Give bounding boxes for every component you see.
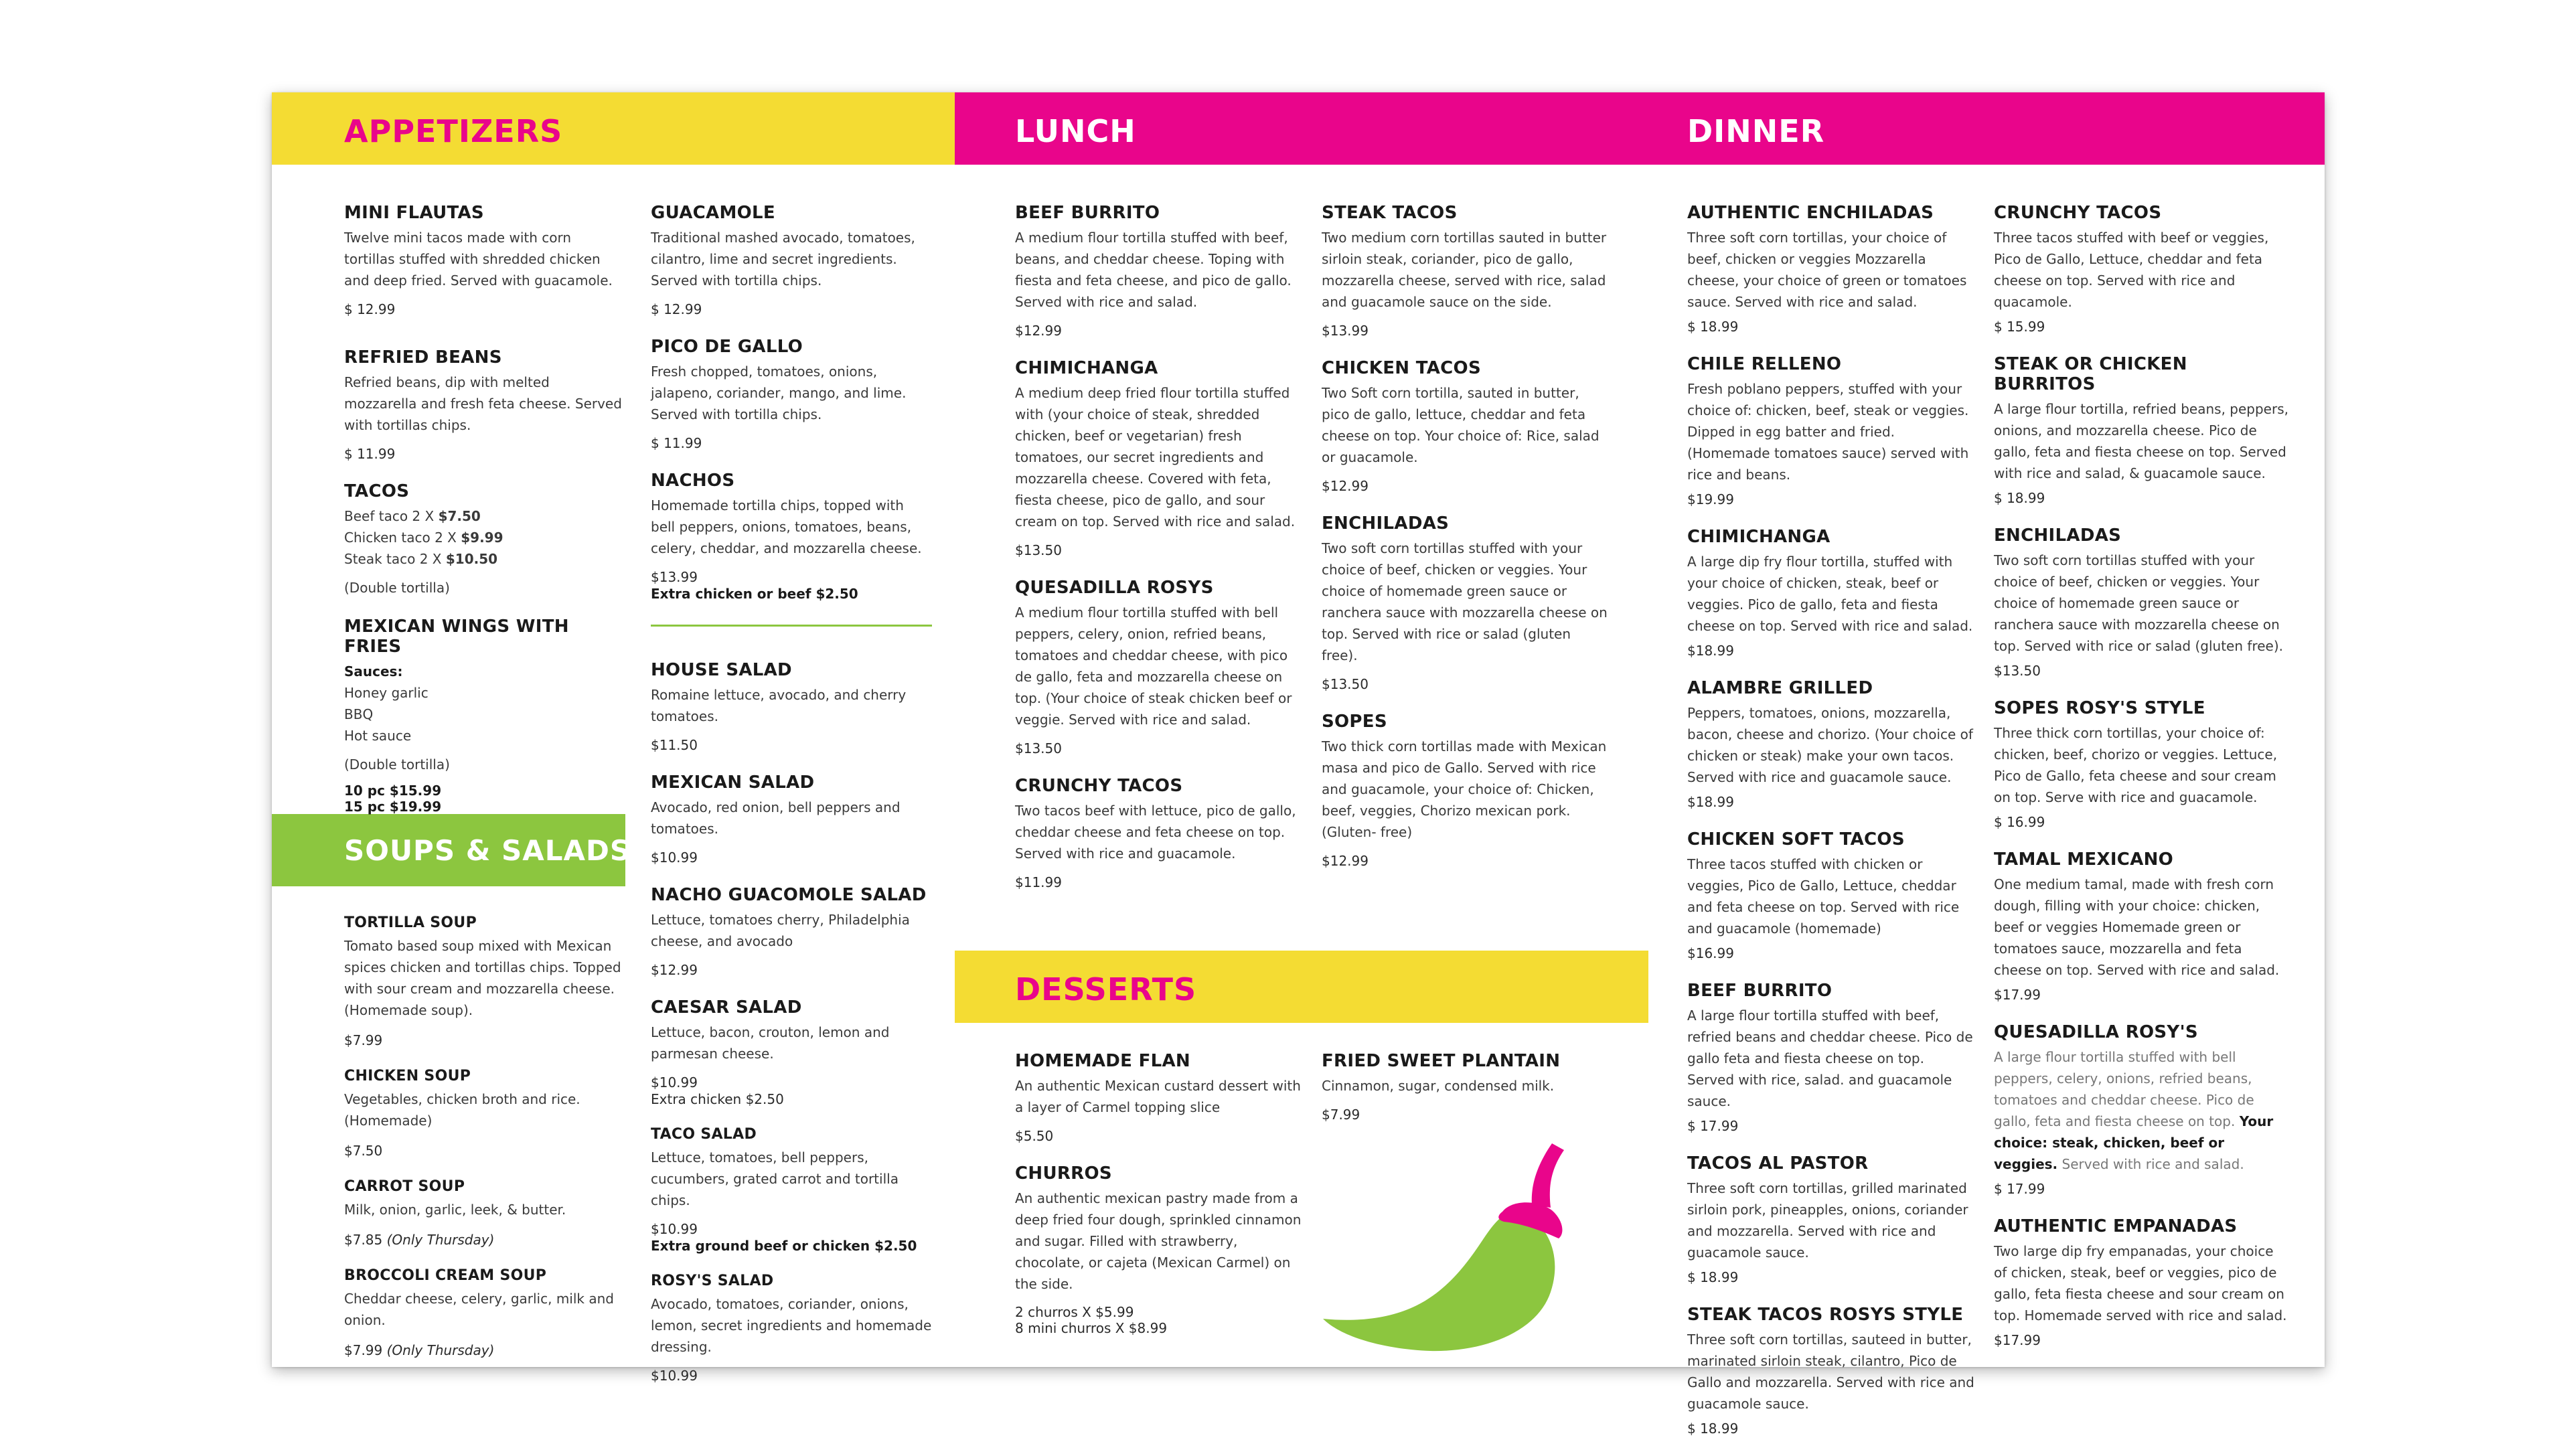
item-price: $12.99 <box>1322 478 1369 494</box>
line-label: Beef taco 2 X <box>344 508 439 524</box>
item-price: $13.99 <box>651 569 698 585</box>
item-extra: Extra ground beef or chicken $2.50 <box>651 1238 917 1254</box>
item-desc: Two soft corn tortillas stuffed with your choice of beef, chicken or veggies. Your choice of homemade green sauce or ranchera sauce with mozzarella cheese on top. Served with rice or salad (gluten free). <box>1322 540 1608 663</box>
item-desc: A large flour tortilla stuffed with beef, refried beans and cheddar cheese. Pico de gallo feta and fiesta cheese on top. Served with rice, salad. and guacamole sauce. <box>1687 1007 1973 1109</box>
line-price: $9.99 <box>461 530 503 546</box>
item-name: STEAK TACOS ROSYS STYLE <box>1687 1305 1964 1325</box>
menu-item <box>344 1267 639 1359</box>
item-desc: A medium flour tortilla stuffed with bell peppers, celery, onion, refried beans, tomatoes and cheddar cheese, with pico de gallo, feta and mozzarella cheese on top. (Your choice of steak chicken beef or veggie. Served with rice and salad. <box>1015 604 1292 728</box>
item-line: Sauces: <box>344 663 403 679</box>
item-desc: Two medium corn tortillas sauted in butter sirloin steak, coriander, pico de gallo, mozzarella cheese, served with rice, salad and guacamole sauce on the side. <box>1322 230 1607 310</box>
item-line: BBQ <box>344 706 374 722</box>
menu-item <box>651 660 932 754</box>
item-price: $7.99 <box>344 1032 383 1048</box>
item-desc: Two Soft corn tortilla, sauted in butter, pico de gallo, lettuce, cheddar and feta cheese on top. Your choice of: Rice, salad or guacamole. <box>1322 385 1600 465</box>
item-name: TAMAL MEXICANO <box>1994 850 2174 870</box>
menu-item <box>1015 203 1303 339</box>
menu-item <box>651 337 932 452</box>
appetizers-col-1 <box>344 203 625 833</box>
item-price: $12.99 <box>1015 323 1062 339</box>
item-desc: An authentic Mexican custard dessert with a layer of Carmel topping slice <box>1015 1078 1301 1115</box>
lunch-col-2 <box>1322 203 1610 888</box>
item-desc: Avocado, tomatoes, coriander, onions, lemon, secret ingredients and homemade dressing. <box>651 1296 932 1355</box>
item-price: $11.50 <box>651 737 698 753</box>
menu-item <box>344 481 625 598</box>
menu-item <box>651 203 932 318</box>
item-price: $7.99 <box>1322 1107 1360 1123</box>
item-desc: Milk, onion, garlic, leek, & butter. <box>344 1202 566 1218</box>
salads-col <box>651 660 932 1403</box>
item-line <box>344 505 625 527</box>
desc-choice: Your choice: steak, chicken, beef or veggies. <box>1994 1113 2274 1172</box>
item-desc: Cheddar cheese, celery, garlic, milk and onion. <box>344 1291 614 1328</box>
menu-item <box>1994 354 2288 507</box>
item-desc: Two tacos beef with lettuce, pico de gallo, cheddar cheese and feta cheese on top. Served with rice and guacamole. <box>1015 803 1296 862</box>
item-price: $5.50 <box>1015 1128 1054 1144</box>
item-desc: Two soft corn tortillas stuffed with your choice of beef, chicken or veggies. Your choice of homemade green sauce or ranchera sauce with mozzarella cheese on top. Served with rice or salad (gluten free). <box>1994 552 2283 654</box>
item-name: TACO SALAD <box>651 1126 757 1143</box>
price-note: (Only Thursday) <box>386 1342 495 1358</box>
line-price: $10.50 <box>445 551 498 567</box>
salad-divider <box>651 625 932 627</box>
item-price: $13.50 <box>1015 542 1062 558</box>
item-name: SOPES ROSY'S STYLE <box>1994 698 2205 718</box>
item-price: $ 18.99 <box>1994 490 2045 506</box>
menu-item <box>651 1273 932 1384</box>
chili-body <box>1323 1212 1555 1351</box>
item-name: TACOS AL PASTOR <box>1687 1153 1869 1174</box>
item-price: $12.99 <box>1322 853 1369 869</box>
item-desc: Twelve mini tacos made with corn tortillas stuffed with shredded chicken and deep fried. Served with guacamole. <box>344 230 613 289</box>
item-name: CHILE RELLENO <box>1687 354 1842 374</box>
item-desc: Three thick corn tortillas, your choice of: chicken, beef, chorizo or veggies. Lettuce, Pico de Gallo, feta cheese and sour cream on top. Serve with rice and guacamole. <box>1994 725 2278 805</box>
dinner-col-1 <box>1687 203 1975 1456</box>
item-desc: Three tacos stuffed with beef or veggies, Pico de Gallo, Lettuce, cheddar and feta cheese on top. Served with rice and quacamole. <box>1994 230 2269 310</box>
item-name: CHURROS <box>1015 1163 1112 1184</box>
line-label: Steak taco 2 X <box>344 551 446 567</box>
item-price: $17.99 <box>1994 987 2041 1003</box>
item-name: ENCHILADAS <box>1994 525 2122 546</box>
item-name: TACOS <box>344 481 410 501</box>
lunch-dinner-band <box>955 92 2325 165</box>
item-price: 8 mini churros X $8.99 <box>1015 1320 1168 1336</box>
menu-item <box>1994 1216 2288 1349</box>
item-price: $13.50 <box>1994 663 2041 679</box>
menu-item <box>1015 1051 1303 1145</box>
item-name: STEAK TACOS <box>1322 203 1458 223</box>
item-price: $ 15.99 <box>1994 319 2045 335</box>
item-price <box>344 1342 639 1359</box>
menu-item <box>1322 1051 1610 1123</box>
item-desc: Lettuce, tomatoes cherry, Philadelphia cheese, and avocado <box>651 912 910 949</box>
chili-pepper-icon <box>1316 1138 1598 1366</box>
item-price: $12.99 <box>651 962 698 978</box>
menu-item <box>1994 850 2288 1003</box>
menu-item <box>1322 358 1610 495</box>
item-price: 15 pc $19.99 <box>344 799 442 815</box>
item-price: 2 churros X $5.99 <box>1015 1304 1134 1320</box>
menu-item <box>344 617 625 815</box>
item-name: ALAMBRE GRILLED <box>1687 678 1873 698</box>
menu-sheet <box>272 92 2325 1437</box>
item-desc: Refried beans, dip with melted mozzarella and fresh feta cheese. Served with tortillas chips. <box>344 374 622 433</box>
item-price: 10 pc $15.99 <box>344 783 442 799</box>
item-desc: A medium deep fried flour tortilla stuffed with (your choice of steak, shredded chicken, beef or vegetarian) fresh tomatoes, our secret ingredients and mozzarella cheese. Covered with feta, fiesta cheese, pico de gallo, and sour cream on top. Served with rice and salad. <box>1015 385 1296 530</box>
item-desc: Vegetables, chicken broth and rice. (Homemade) <box>344 1091 580 1129</box>
item-name: HOUSE SALAD <box>651 660 792 680</box>
menu-item <box>1687 981 1975 1135</box>
dinner-title: DINNER <box>1687 113 1825 149</box>
item-name: QUESADILLA ROSYS <box>1015 578 1214 598</box>
desserts-col-1 <box>1015 1051 1303 1355</box>
price-note: (Only Thursday) <box>386 1232 495 1248</box>
item-name: CHICKEN TACOS <box>1322 358 1481 378</box>
item-desc: Three tacos stuffed with chicken or veggies, Pico de Gallo, Lettuce, cheddar and feta cheese on top. Served with rice and guacamole (homemade) <box>1687 856 1960 937</box>
item-price: $ 18.99 <box>1687 1421 1739 1437</box>
item-desc: One medium tamal, made with fresh corn dough, filling with your choice: chicken, beef or veggies Homemade green or tomatoes sauce, mozzarella and feta cheese on top. Served with rice and salad. <box>1994 876 2280 978</box>
item-line: Hot sauce <box>344 728 412 744</box>
item-name: QUESADILLA ROSY'S <box>1994 1022 2198 1042</box>
item-desc: Peppers, tomatoes, onions, mozzarella, bacon, cheese and chorizo. (Your choice of chicken or steak) make your own tacos. Served with rice and guacamole sauce. <box>1687 705 1973 785</box>
item-name: PICO DE GALLO <box>651 337 803 357</box>
lunch-col-1 <box>1015 203 1303 910</box>
soups-title: SOUPS & SALADS <box>344 834 631 867</box>
item-price: $19.99 <box>1687 491 1734 507</box>
chili-stem <box>1532 1143 1564 1208</box>
item-desc: Three soft corn tortillas, your choice of beef, chicken or veggies Mozzarella cheese, your choice of green or tomatoes sauce. Served with rice and salad. <box>1687 230 1967 310</box>
menu-item <box>344 347 625 463</box>
item-desc: Two large dip fry empanadas, your choice of chicken, steak, beef or veggies, pico de gallo, feta fiesta cheese and sour cream on top. Homemade served with rice and salad. <box>1994 1243 2287 1323</box>
item-desc: Three soft corn tortillas, sauteed in butter, marinated sirloin steak, cilantro, Pico de Gallo and mozzarella. Served with rice and guacamole sauce. <box>1687 1331 1974 1412</box>
item-desc: Two thick corn tortillas made with Mexican masa and pico de Gallo. Served with rice and guacamole, your choice of: Chicken, beef, veggies, Chorizo mexican pork. (Gluten- free) <box>1322 738 1607 840</box>
item-name: CRUNCHY TACOS <box>1994 203 2162 223</box>
menu-item <box>651 773 932 866</box>
item-price: $10.99 <box>651 1221 698 1237</box>
item-note: (Double tortilla) <box>344 756 450 773</box>
menu-item <box>1994 1022 2288 1198</box>
menu-item <box>1687 678 1975 811</box>
desserts-title: DESSERTS <box>1015 971 1197 1007</box>
item-name: ENCHILADAS <box>1322 513 1450 534</box>
menu-item <box>1687 527 1975 659</box>
item-name: CRUNCHY TACOS <box>1015 776 1183 796</box>
item-price: $ 12.99 <box>344 301 396 317</box>
item-desc: Traditional mashed avocado, tomatoes, cilantro, lime and secret ingredients. Served with tortilla chips. <box>651 230 915 289</box>
item-price: $ 11.99 <box>651 435 702 451</box>
item-price: $10.99 <box>651 1074 698 1090</box>
menu-item <box>1015 776 1303 891</box>
item-price: $17.99 <box>1994 1332 2041 1348</box>
item-name: BEEF BURRITO <box>1015 203 1160 223</box>
item-price: $ 17.99 <box>1687 1118 1739 1134</box>
item-desc: A large dip fry flour tortilla, stuffed with your choice of chicken, steak, beef or veggies. Pico de gallo, feta and fiesta cheese on top. Served with rice and salad. <box>1687 554 1973 634</box>
menu-item <box>1687 354 1975 508</box>
item-name: MINI FLAUTAS <box>344 203 484 223</box>
menu-item <box>1322 203 1610 339</box>
menu-item <box>651 471 932 602</box>
menu-item <box>344 1178 639 1248</box>
item-price: $ 17.99 <box>1994 1181 2045 1197</box>
menu-item <box>1322 513 1610 693</box>
item-note: (Double tortilla) <box>344 580 450 596</box>
menu-item <box>651 885 932 979</box>
item-price <box>344 1231 639 1248</box>
item-desc: Lettuce, bacon, crouton, lemon and parmesan cheese. <box>651 1024 890 1062</box>
menu-item <box>651 997 932 1107</box>
line-label: Chicken taco 2 X <box>344 530 461 546</box>
item-desc: Fresh chopped, tomatoes, onions, jalapeno, coriander, mango, and lime. Served with tortilla chips. <box>651 363 907 422</box>
menu-item <box>651 1126 932 1254</box>
item-price: $10.99 <box>651 850 698 866</box>
item-price: $18.99 <box>1687 643 1734 659</box>
item-desc <box>1994 1046 2288 1175</box>
item-desc: A medium flour tortilla stuffed with beef, beans, and cheddar cheese. Toping with fiesta and feta cheese, and pico de gallo. Served with rice and salad. <box>1015 230 1292 310</box>
item-name: MEXICAN SALAD <box>651 773 815 793</box>
soups-col <box>344 914 639 1378</box>
item-name: HOMEMADE FLAN <box>1015 1051 1190 1071</box>
dinner-col-2 <box>1994 203 2288 1368</box>
item-name: CAESAR SALAD <box>651 997 802 1018</box>
item-name: GUACAMOLE <box>651 203 775 223</box>
item-price: $13.50 <box>1322 676 1369 692</box>
menu-item <box>1687 203 1975 335</box>
item-desc: Tomato based soup mixed with Mexican spices chicken and tortillas chips. Topped with sour cream and mozzarella cheese. (Homemade soup). <box>344 938 621 1018</box>
item-desc: Lettuce, tomatoes, bell peppers, cucumbers, grated carrot and tortilla chips. <box>651 1149 899 1208</box>
item-desc: Avocado, red onion, bell peppers and tomatoes. <box>651 799 901 837</box>
item-extra: Extra chicken $2.50 <box>651 1091 784 1107</box>
item-price: $13.99 <box>1322 323 1369 339</box>
menu-item <box>1687 829 1975 962</box>
item-line: Honey garlic <box>344 685 428 701</box>
item-price: $10.99 <box>651 1368 698 1384</box>
appetizers-title: APPETIZERS <box>344 113 563 149</box>
item-line <box>344 527 625 548</box>
item-desc: A large flour tortilla, refried beans, peppers, onions, and mozzarella cheese. Pico de gallo, feta and fiesta cheese on top. Served with rice and salad, & guacamole sauce. <box>1994 401 2288 481</box>
item-extra: Extra chicken or beef $2.50 <box>651 586 858 602</box>
item-name: CHICKEN SOFT TACOS <box>1687 829 1905 850</box>
item-price: $ 12.99 <box>651 301 702 317</box>
appetizers-col-2 <box>651 203 932 621</box>
menu-item <box>1015 1163 1303 1336</box>
item-desc: Romaine lettuce, avocado, and cherry tomatoes. <box>651 687 907 724</box>
item-price: $16.99 <box>1687 945 1734 961</box>
menu-item <box>1994 525 2288 679</box>
item-name: REFRIED BEANS <box>344 347 502 368</box>
desc-served: Served with rice and salad. <box>2057 1156 2244 1172</box>
item-name: NACHO GUACOMOLE SALAD <box>651 885 927 905</box>
item-price: $ 16.99 <box>1994 814 2045 830</box>
menu-item <box>344 1068 639 1159</box>
line-price: $7.50 <box>438 508 481 524</box>
item-name: AUTHENTIC EMPANADAS <box>1994 1216 2238 1236</box>
item-name: AUTHENTIC ENCHILADAS <box>1687 203 1934 223</box>
item-desc: Fresh poblano peppers, stuffed with your choice of: chicken, beef, steak or veggies. Dipped in egg batter and fried. (Homemade tomatoes sauce) served with rice and beans. <box>1687 381 1969 483</box>
item-name: FRIED SWEET PLANTAIN <box>1322 1051 1561 1071</box>
item-name: BROCCOLI CREAM SOUP <box>344 1267 547 1284</box>
item-name: STEAK OR CHICKEN BURRITOS <box>1994 354 2187 394</box>
item-price: $ 18.99 <box>1687 1269 1739 1285</box>
item-price: $13.50 <box>1015 740 1062 756</box>
item-name: CARROT SOUP <box>344 1178 465 1195</box>
price-value: $7.85 <box>344 1232 383 1248</box>
menu-item <box>344 914 639 1049</box>
menu-item <box>1322 712 1610 870</box>
item-desc: Cinnamon, sugar, condensed milk. <box>1322 1078 1555 1094</box>
desc-text: A large flour tortilla stuffed with bell peppers, celery, onions, refried beans, tomatoes and cheddar cheese. Pico de gallo, feta and fiesta cheese on top. <box>1994 1049 2254 1129</box>
menu-item <box>1994 203 2288 335</box>
item-desc: An authentic mexican pastry made from a deep fried four dough, sprinkled cinnamon and sugar. Filled with strawberry, chocolate, or cajeta (Mexican Carmel) on the side. <box>1015 1190 1302 1292</box>
price-value: $7.99 <box>344 1342 383 1358</box>
item-price: $ 18.99 <box>1687 319 1739 335</box>
menu-item <box>1015 358 1303 559</box>
item-price: $7.50 <box>344 1143 383 1159</box>
menu-item <box>344 203 625 318</box>
item-price: $11.99 <box>1015 874 1062 890</box>
menu-item <box>1687 1305 1975 1437</box>
item-name: BEEF BURRITO <box>1687 981 1833 1001</box>
item-name: TORTILLA SOUP <box>344 914 477 931</box>
item-name: SOPES <box>1322 712 1387 732</box>
menu-item <box>1994 698 2288 831</box>
item-desc: Three soft corn tortillas, grilled marinated sirloin pork, pineapples, onions, coriander and mozzarella. Served with rice and guacamole sauce. <box>1687 1180 1968 1261</box>
item-name: CHIMICHANGA <box>1687 527 1830 547</box>
item-name: ROSY'S SALAD <box>651 1273 774 1289</box>
menu-item <box>1015 578 1303 757</box>
item-name: CHICKEN SOUP <box>344 1068 471 1084</box>
desserts-col-2 <box>1322 1051 1610 1142</box>
item-desc: Homemade tortilla chips, topped with bell peppers, onions, tomatoes, beans, celery, cheddar, and mozzarella cheese. <box>651 497 922 556</box>
item-name: MEXICAN WINGS WITH FRIES <box>344 617 569 657</box>
menu-item <box>1687 1153 1975 1286</box>
item-price: $ 11.99 <box>344 446 396 462</box>
item-line <box>344 548 625 570</box>
lunch-title: LUNCH <box>1015 113 1136 149</box>
item-price: $18.99 <box>1687 794 1734 810</box>
item-name: NACHOS <box>651 471 735 491</box>
item-name: CHIMICHANGA <box>1015 358 1158 378</box>
